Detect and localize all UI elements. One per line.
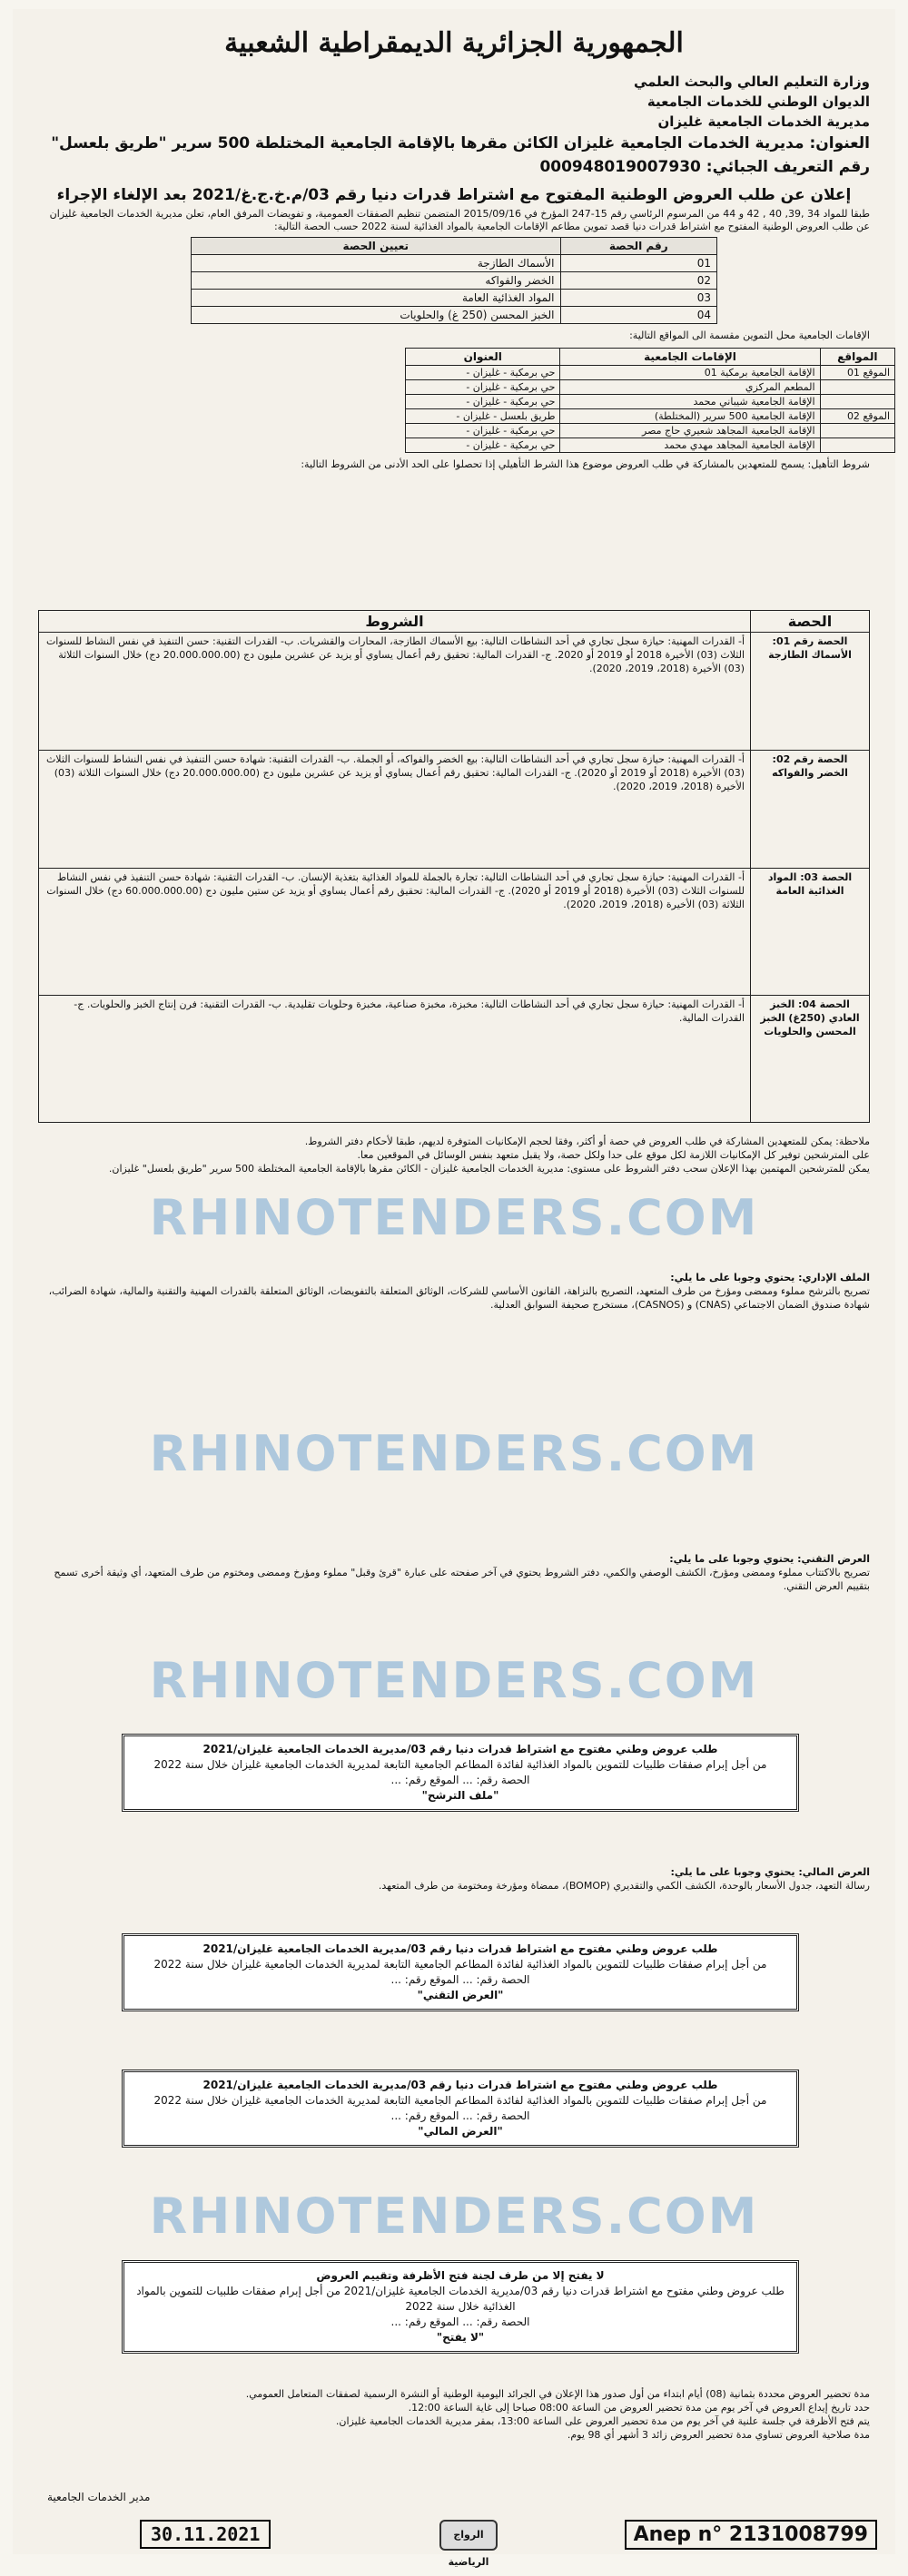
envelope-box	[122, 1734, 799, 1812]
condition-lot: الحصة 03: المواد الغذائية العامة	[751, 869, 870, 996]
section-title: العرض المالي: يحتوي وجوبا على ما يلي:	[670, 1866, 870, 1878]
publication-date: 30.11.2021	[140, 2520, 271, 2549]
lot-name: الخبز المحسن (250 غ) والحلويات	[192, 307, 561, 324]
lot-number: 03	[560, 290, 716, 307]
sites-table	[405, 348, 895, 453]
condition-lot: الحصة رقم 02: الخضر والفواكه	[751, 751, 870, 869]
table-row	[192, 272, 717, 290]
residence-name: الإقامة الجامعية شيباني محمد	[560, 395, 820, 409]
envelope-line: لا يفتح إلا من طرف لجنة فتح الأظرفة وتقييم العروض	[316, 2269, 605, 2282]
table-row	[406, 380, 895, 395]
envelope-line: الحصة رقم: ... الموقع رقم: ...	[390, 1973, 530, 1986]
signature-line: مدير الخدمات الجامعية	[47, 2491, 151, 2503]
envelope-line: الحصة رقم: ... الموقع رقم: ...	[390, 1774, 530, 1786]
table-row	[406, 409, 895, 424]
intro-paragraph: طبقا للمواد 34 ,39, 40 , 42 و 44 من المرسوم الرئاسي رقم 15-247 المؤرخ في 2015/09/16 المتضمن تنظيم الصفقات العمومية، و تفويضات المرفق العام، تعلن مديرية الخدمات الجامعية غليزان عن طلب العروض الوطنية المفتوح مع اشتراط قدرات دنيا قصد تموين مطاعم الإقامات الجامعية بالمواد الغذائية لسنة 2022 حسب الحصة التالية:	[49, 208, 870, 232]
condition-terms: أ- القدرات المهنية: حيازة سجل تجاري في أحد النشاطات التالية: بيع الأسماك الطازجة، المحارات والقشريات. ب- القدرات التقنية: حسن التنفيذ في نفس النشاط للسنوات الثلاث (03) الأخيرة 2018 أو 2019 أو 2020. ج- القدرات المالية: تحقيق رقم أعمال يساوي أو يزيد عن عشرين مليون دج (20.000.000.00 دج) خلال السنوات الثلاثة (03) الأخيرة (2018، 2019، 2020).	[39, 633, 751, 751]
condition-terms: أ- القدرات المهنية: حيازة سجل تجاري في أحد النشاطات التالية: مخبزة، مخبزة صناعية، مخبزة وحلويات تقليدية. ب- القدرات التقنية: فرن إنتاج الخبز والحلويات. ج- القدرات المالية.	[39, 996, 751, 1123]
site-label	[820, 380, 894, 395]
conditions-header-lot: الحصة	[751, 611, 870, 633]
note-item: ملاحظة: يمكن للمتعهدين المشاركة في طلب العروض في حصة أو أكثر، وفقا لحجم الإمكانيات المتوفرة لديهم، طبقا لأحكام دفتر الشروط.	[304, 1136, 870, 1147]
sites-intro: الإقامات الجامعية محل التموين مقسمة الى المواقع التالية:	[629, 329, 870, 341]
envelope-box	[122, 2070, 799, 2148]
footer-bar	[13, 2520, 895, 2568]
condition-terms: أ- القدرات المهنية: حيازة سجل تجاري في أحد النشاطات التالية: تجارة بالجملة للمواد الغذائية بتغذية الإنسان. ب- القدرات التقنية: شهادة حسن التنفيذ في نفس النشاط للسنوات الثلاث (03) الأخيرة (2018 أو 2019 أو 2020). ج- القدرات المالية: تحقيق رقم أعمال يساوي أو يزيد عن ستين مليون دج (60.000.000.00 دج) خلال السنوات الثلاثة (03) الأخيرة (2018، 2019، 2020).	[39, 869, 751, 996]
table-row	[192, 290, 717, 307]
table-row	[39, 633, 870, 751]
envelope-line: طلب عروض وطني مفتوح مع اشتراط قدرات دنيا رقم 03/مديرية الخدمات الجامعية غليزان/2021	[202, 2079, 718, 2091]
watermark-text: RHINOTENDERS.COM	[149, 2188, 759, 2245]
address-line: العنوان: مديرية الخدمات الجامعية غليزان الكائن مقرها بالإقامة الجامعية المختلطة 500 سرير "طريق بلعسل"	[51, 134, 870, 152]
envelope-box	[122, 2260, 799, 2354]
conditions-header-terms: الشروط	[39, 611, 751, 633]
republic-heading: الجمهورية الجزائرية الديمقراطية الشعبية	[224, 27, 684, 59]
table-row	[192, 255, 717, 272]
envelope-line: من أجل إبرام صفقات طلبيات للتموين بالمواد الغذائية لفائدة المطاعم الجامعية التابعة لمديرية الخدمات الجامعية غليزان خلال سنة 2022	[153, 2094, 767, 2107]
envelope-line: طلب عروض وطني مفتوح مع اشتراط قدرات دنيا رقم 03/مديرية الخدمات الجامعية غليزان/2021	[202, 1743, 718, 1755]
site-label: الموقع 01	[820, 366, 894, 380]
residence-name: الإقامة الجامعية المجاهد مهدي محمد	[560, 438, 820, 453]
lots-header-number: رقم الحصة	[560, 238, 716, 255]
lot-number: 04	[560, 307, 716, 324]
lots-table	[191, 237, 717, 324]
residence-address: حي برمكية - غليزان -	[406, 366, 560, 380]
table-row	[406, 395, 895, 409]
closing-item: يتم فتح الأظرفة في جلسة علنية في آخر يوم من مدة تحضير العروض على الساعة 13:00، بمقر مديرية الخدمات الجامعية غليزان.	[335, 2415, 870, 2427]
lot-number: 01	[560, 255, 716, 272]
envelope-line: طلب عروض وطني مفتوح مع اشتراط قدرات دنيا رقم 03/مديرية الخدمات الجامعية غليزان/2021	[202, 1942, 718, 1955]
conditions-table	[38, 610, 870, 1123]
newspaper-logo-icon: الرواج الرياضية	[439, 2520, 498, 2551]
table-row	[406, 366, 895, 380]
closing-block	[38, 2387, 870, 2442]
closing-item: مدة صلاحية العروض تساوي مدة تحضير العروض زائد 3 أشهر أي 98 يوم.	[567, 2429, 870, 2441]
site-label: الموقع 02	[820, 409, 894, 424]
sites-header-residence: الإقامات الجامعية	[560, 349, 820, 366]
lot-number: 02	[560, 272, 716, 290]
lots-header-name: تعيين الحصة	[192, 238, 561, 255]
table-row	[39, 869, 870, 996]
watermark-text: RHINOTENDERS.COM	[149, 1652, 759, 1709]
residence-address: حي برمكية - غليزان -	[406, 438, 560, 453]
watermark-text: RHINOTENDERS.COM	[149, 1189, 759, 1246]
sites-header-address: العنوان	[406, 349, 560, 366]
residence-address: حي برمكية - غليزان -	[406, 380, 560, 395]
watermark-text: RHINOTENDERS.COM	[149, 1425, 759, 1482]
envelope-label: "العرض التقني"	[417, 1989, 504, 2001]
note-item: يمكن للمترشحين المهتمين بهذا الإعلان سحب دفتر الشروط على مستوى: مديرية الخدمات الجامعية غليزان - الكائن مقرها بالإقامة الجامعية المختلطة 500 سرير "طريق بلعسل" غليزان.	[108, 1163, 870, 1175]
notes-block	[38, 1135, 870, 1175]
site-label	[820, 395, 894, 409]
condition-lot: الحصة 04: الخبز العادي (250غ) الخبز المحسن والحلويات	[751, 996, 870, 1123]
envelope-label: "ملف الترشح"	[421, 1789, 499, 1802]
residence-name: الإقامة الجامعية برمكية 01	[560, 366, 820, 380]
residence-name: المطعم المركزي	[560, 380, 820, 395]
condition-terms: أ- القدرات المهنية: حيازة سجل تجاري في أحد النشاطات التالية: بيع الخضر والفواكه، أو الجملة. ب- القدرات التقنية: شهادة حسن التنفيذ في نفس النشاط للسنوات الثلاث (03) الأخيرة (2018 أو 2019 أو 2020). ج- القدرات المالية: تحقيق رقم أعمال يساوي أو يزيد عن عشرين مليون دج (20.000.000.00 دج) خلال السنوات الثلاثة (03) الأخيرة (2018، 2019، 2020).	[39, 751, 751, 869]
office-line: الديوان الوطني للخدمات الجامعية	[646, 93, 870, 110]
anep-number: Anep n° 2131008799	[625, 2520, 877, 2550]
eligibility-intro: شروط التأهيل: يسمح للمتعهدين بالمشاركة في طلب العروض موضوع هذا الشرط التأهيلي إذا تحصلوا على الحد الأدنى من الشروط التالية:	[301, 458, 870, 470]
section-text: تصريح بالترشح مملوء وممضى ومؤرخ من طرف المتعهد، التصريح بالنزاهة، القانون الأساسي للشركات، الوثائق المتعلقة بالتفويضات، الوثائق المتعلقة بالقدرات المهنية والتقنية والمالية، شهادة الضرائب، شهادة صندوق الضمان الاجتماعي (CNAS) و (CASNOS)، مستخرج صحيفة السوابق العدلية.	[48, 1285, 870, 1311]
financial-file-section	[38, 1865, 870, 1893]
envelope-line: طلب عروض وطني مفتوح مع اشتراط قدرات دنيا رقم 03/مديرية الخدمات الجامعية غليزان/2021 من أجل إبرام صفقات طلبيات للتموين بالمواد الغذائية خلال سنة 2022	[136, 2285, 785, 2313]
site-label	[820, 424, 894, 438]
envelope-label: "العرض المالي"	[418, 2125, 503, 2138]
table-row	[406, 424, 895, 438]
table-row	[192, 307, 717, 324]
section-title: الملف الإداري: يحتوي وجوبا على ما يلي:	[670, 1272, 870, 1283]
lot-name: الخضر والفواكه	[192, 272, 561, 290]
closing-item: حدد تاريخ إيداع العروض في آخر يوم من مدة تحضير العروض من الساعة 08:00 صباحا إلى غاية الساعة 12:00.	[408, 2402, 870, 2414]
technical-file-section	[38, 1552, 870, 1593]
residence-name: الإقامة الجامعية المجاهد شعيري حاج مصر	[560, 424, 820, 438]
directorate-line: مديرية الخدمات الجامعية غليزان	[657, 113, 870, 130]
condition-lot: الحصة رقم 01: الأسماك الطازجة	[751, 633, 870, 751]
section-title: العرض التقني: يحتوي وجوبا على ما يلي:	[669, 1553, 870, 1565]
residence-address: حي برمكية - غليزان -	[406, 424, 560, 438]
admin-file-section	[38, 1271, 870, 1312]
table-row	[39, 751, 870, 869]
envelope-line: الحصة رقم: ... الموقع رقم: ...	[390, 2315, 530, 2328]
envelope-line: من أجل إبرام صفقات طلبيات للتموين بالمواد الغذائية لفائدة المطاعم الجامعية التابعة لمديرية الخدمات الجامعية غليزان خلال سنة 2022	[153, 1958, 767, 1971]
lot-name: المواد الغذائية العامة	[192, 290, 561, 307]
residence-name: الإقامة الجامعية 500 سرير (المختلطة)	[560, 409, 820, 424]
envelope-line: من أجل إبرام صفقات طلبيات للتموين بالمواد الغذائية لفائدة المطاعم الجامعية التابعة لمديرية الخدمات الجامعية غليزان خلال سنة 2022	[153, 1758, 767, 1771]
sites-header-site: المواقع	[820, 349, 894, 366]
table-row	[39, 996, 870, 1123]
residence-address: طريق بلعسل - غليزان -	[406, 409, 560, 424]
fiscal-id: رقم التعريف الجبائي: 000948019007930	[539, 158, 870, 176]
site-label	[820, 438, 894, 453]
section-text: رسالة التعهد، جدول الأسعار بالوحدة، الكشف الكمي والتقديري (BOMOP)، ممضاة ومؤرخة ومختومة من طرف المتعهد.	[378, 1880, 870, 1892]
lot-name: الأسماك الطازجة	[192, 255, 561, 272]
ministry-line: وزارة التعليم العالي والبحث العلمي	[633, 74, 870, 90]
note-item: على المترشحين توفير كل الإمكانيات اللازمة لكل موقع على حدا ولكل حصة، ولا يقبل متعهد بنفس الوسائل في الموقعين معا.	[357, 1149, 870, 1161]
table-row	[406, 438, 895, 453]
envelope-box	[122, 1933, 799, 2011]
notice-title: إعلان عن طلب العروض الوطنية المفتوح مع اشتراط قدرات دنيا رقم 03/م.خ.ج.غ/2021 بعد الإلغاء الإجراء	[56, 186, 852, 204]
closing-item: مدة تحضير العروض محددة بثمانية (08) أيام ابتداء من أول صدور هذا الإعلان في الجرائد اليومية الوطنية أو النشرة الرسمية لصفقات المتعامل العمومي.	[245, 2388, 870, 2400]
newspaper-page	[13, 9, 895, 2568]
residence-address: حي برمكية - غليزان -	[406, 395, 560, 409]
section-text: تصريح بالاكتتاب مملوء وممضى ومؤرخ، الكشف الوصفي والكمي، دفتر الشروط يحتوي في آخر صفحته على عبارة "قرئ وقبل" مملوء ومؤرخ وممضى ومختوم من طرف المتعهد، أي وثيقة أخرى تسمح بتقييم العرض التقني.	[54, 1567, 870, 1592]
envelope-label: "لا يفتح"	[436, 2331, 485, 2344]
envelope-line: الحصة رقم: ... الموقع رقم: ...	[390, 2109, 530, 2122]
